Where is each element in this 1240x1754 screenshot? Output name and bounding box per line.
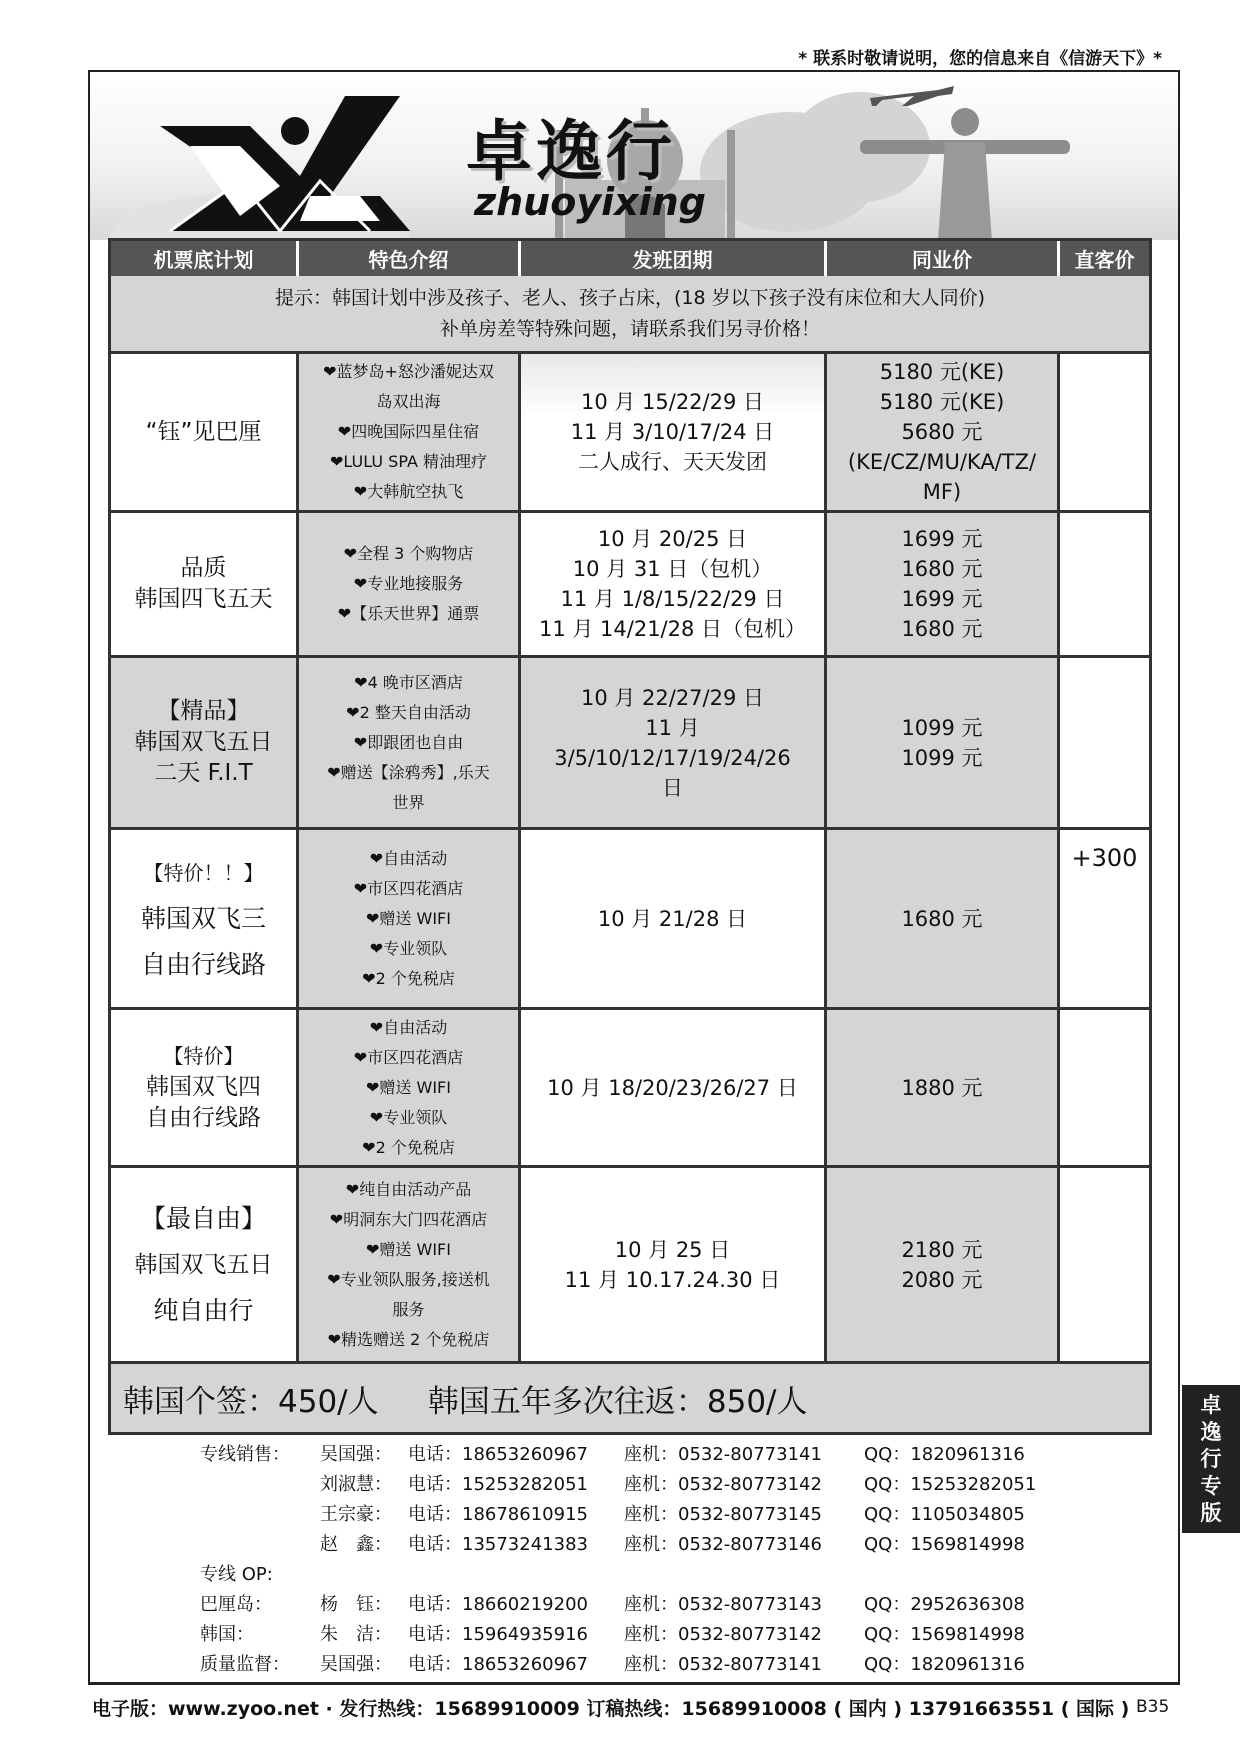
christ-statue-icon (860, 92, 1070, 240)
feature-item: ❤自由活动 (369, 1017, 448, 1037)
route-name-line: 韩国四飞五天 (134, 586, 273, 612)
feature-item: ❤LULU SPA 精油理疗 (330, 452, 487, 471)
contact-qq: QQ：1820961316 (864, 1444, 1025, 1465)
route-name-line: “钰”见巴厘 (145, 418, 262, 445)
route-name (111, 830, 299, 1007)
price-table (108, 238, 1152, 1435)
side-tab-char: 版 (1200, 1500, 1222, 1525)
route-name-line: 韩国双飞四 (146, 1074, 261, 1100)
notice-line: 提示：韩国计划中涉及孩子、老人、孩子占床，(18 岁以下孩子没有床位和大人同价) (274, 286, 986, 309)
contact-phone: 电话：15964935916 (408, 1624, 588, 1645)
date-line: 10 月 18/20/23/26/27 日 (547, 1075, 798, 1100)
notice-line: 补单房差等特殊问题，请联系我们另寻价格！ (439, 317, 820, 340)
route-features (299, 1168, 521, 1361)
feature-item: ❤四晚国际四星住宿 (337, 422, 480, 441)
feature-item: ❤赠送 WIFI (366, 1077, 451, 1097)
contact-phone: 电话：13573241383 (408, 1534, 588, 1555)
contact-qq: QQ：2952636308 (864, 1594, 1025, 1615)
feature-item: ❤市区四花酒店 (353, 1047, 464, 1067)
price-line: 1880 元 (901, 1075, 983, 1100)
route-name (111, 513, 299, 655)
date-line: 10 月 31 日（包机） (572, 557, 773, 581)
date-line: 10 月 20/25 日 (597, 527, 748, 551)
notice-box (111, 276, 1149, 354)
footer-info: 电子版：www.zyoo.net · 发行热线：15689910009 订稿热线：15689910008 ( 国内 ) 13791663551 ( 国际 ) (92, 1698, 1130, 1720)
route-name-line: 自由行线路 (146, 1105, 261, 1131)
route-name-line: 【精品】 (157, 698, 250, 724)
contact-name: 朱 洁： (320, 1624, 392, 1645)
feature-item: ❤专业地接服务 (353, 574, 464, 593)
trade-price (827, 1010, 1060, 1165)
route-features (299, 830, 521, 1007)
contact-qq: QQ：1569814998 (864, 1534, 1025, 1555)
contact-role: 专线 OP: (200, 1564, 273, 1585)
visa-info: 韩国个签：450/人 韩国五年多次往返：850/人 (111, 1364, 1149, 1432)
feature-item: ❤大韩航空执飞 (353, 482, 464, 501)
route-name-line: 韩国双飞三 (140, 903, 266, 933)
date-line: 10 月 22/27/29 日 (580, 685, 765, 710)
table-row (111, 1010, 1149, 1168)
price-line: 5180 元(KE) (879, 390, 1005, 414)
trade-price (827, 354, 1060, 510)
price-line: 1680 元 (901, 557, 983, 581)
contact-role: 巴厘岛： (200, 1594, 272, 1615)
table-row (111, 513, 1149, 658)
contact-landline: 座机：0532-80773141 (624, 1654, 822, 1675)
date-line: 11 月 10.17.24.30 日 (564, 1267, 781, 1292)
route-name-line: 二天 F.I.T (154, 760, 253, 786)
departure-dates (521, 513, 827, 655)
price-line: MF) (922, 480, 962, 504)
feature-item: ❤明洞东大门四花酒店 (329, 1209, 488, 1229)
table-row (111, 1168, 1149, 1364)
feature-item: ❤即跟团也自由 (353, 732, 464, 752)
departure-dates (521, 830, 827, 1007)
contact-qq: QQ：15253282051 (864, 1474, 1037, 1495)
feature-item: 世界 (392, 792, 425, 812)
contact-landline: 座机：0532-80773142 (624, 1624, 822, 1645)
table-row (111, 830, 1149, 1010)
brand-logo-icon (130, 86, 450, 236)
price-line: (KE/CZ/MU/KA/TZ/ (847, 450, 1037, 474)
feature-item: ❤2 整天自由活动 (346, 702, 471, 722)
departure-dates (521, 658, 827, 827)
feature-item: ❤赠送 WIFI (366, 1239, 451, 1259)
side-tab-char: 卓 (1200, 1392, 1222, 1417)
side-tab-char: 行 (1200, 1446, 1222, 1471)
feature-item: ❤市区四花酒店 (353, 878, 464, 898)
route-name-line: 自由行线路 (140, 949, 266, 979)
header-features: 特色介绍 (299, 241, 521, 276)
footer-divider (88, 1684, 1180, 1685)
route-name-line: 【特价！！】 (143, 860, 264, 885)
contact-name: 赵 鑫： (320, 1534, 392, 1555)
departure-dates (521, 1010, 827, 1165)
price-line: 5680 元 (901, 420, 983, 444)
brand-name-en: zhuoyixing (474, 180, 706, 224)
date-line: 11 月 (645, 715, 700, 740)
contact-role: 质量监督： (200, 1654, 290, 1675)
contact-landline: 座机：0532-80773141 (624, 1444, 822, 1465)
date-line: 3/5/10/12/17/19/24/26 (554, 745, 791, 770)
price-line: 1099 元 (901, 745, 983, 770)
contact-phone: 电话：18660219200 (408, 1594, 588, 1615)
route-name (111, 1010, 299, 1165)
route-name-line: 韩国双飞五日 (134, 1251, 273, 1278)
table-row (111, 658, 1149, 830)
feature-item: ❤专业领队服务,接送机 (327, 1269, 490, 1289)
feature-item: 服务 (392, 1299, 425, 1319)
table-row (111, 354, 1149, 513)
route-name-line: 【特价】 (163, 1044, 244, 1068)
feature-item: ❤2 个免税店 (362, 968, 455, 988)
source-note: * 联系时敬请说明，您的信息来自《信游天下》* (798, 49, 1162, 69)
contact-name: 吴国强： (320, 1654, 392, 1675)
contact-phone: 电话：15253282051 (408, 1474, 588, 1495)
contact-qq: QQ：1569814998 (864, 1624, 1025, 1645)
contact-landline: 座机：0532-80773142 (624, 1474, 822, 1495)
contact-name: 刘淑慧： (320, 1474, 392, 1495)
header-departure-dates: 发班团期 (521, 241, 827, 276)
feature-item: ❤4 晚市区酒店 (354, 672, 463, 692)
header-direct-price: 直客价 (1060, 241, 1149, 276)
feature-item: ❤自由活动 (369, 848, 448, 868)
departure-dates (521, 1168, 827, 1361)
feature-item: ❤专业领队 (369, 1107, 448, 1127)
feature-item: ❤纯自由活动产品 (345, 1179, 472, 1199)
route-name (111, 658, 299, 827)
direct-price: +300 (1060, 354, 1149, 1364)
brand-name-cn: 卓逸行 (466, 113, 676, 190)
price-line: 1680 元 (901, 906, 983, 931)
trade-price (827, 830, 1060, 1007)
contact-phone: 电话：18653260967 (408, 1444, 588, 1465)
date-line: 10 月 15/22/29 日 (580, 390, 765, 414)
feature-item: ❤精选赠送 2 个免税店 (327, 1329, 490, 1349)
contact-name: 吴国强： (320, 1444, 392, 1465)
price-line: 1699 元 (901, 587, 983, 611)
contact-name: 王宗豪： (320, 1504, 392, 1525)
route-name-line: 品质 (180, 555, 227, 581)
route-features (299, 354, 521, 510)
trade-price (827, 1168, 1060, 1361)
price-line: 1099 元 (901, 715, 983, 740)
route-features (299, 513, 521, 655)
contact-landline: 座机：0532-80773143 (624, 1594, 822, 1615)
feature-item: ❤【乐天世界】通票 (337, 604, 480, 623)
side-tab-char: 专 (1200, 1473, 1222, 1498)
route-name (111, 1168, 299, 1361)
route-name-line: 韩国双飞五日 (134, 729, 273, 755)
route-name-line: 【最自由】 (140, 1203, 266, 1233)
feature-item: ❤赠送【涂鸦秀】,乐天 (327, 762, 490, 782)
route-features (299, 1010, 521, 1165)
route-name-line: 纯自由行 (153, 1295, 254, 1325)
feature-item: ❤专业领队 (369, 938, 448, 958)
page-number: B35 (1136, 1697, 1170, 1717)
banner (90, 72, 1178, 240)
date-line: 11 月 3/10/17/24 日 (570, 420, 775, 444)
price-line: 2180 元 (901, 1237, 983, 1262)
side-tab-char: 逸 (1200, 1419, 1222, 1444)
feature-item: 岛双出海 (376, 392, 441, 411)
price-line: 1680 元 (901, 617, 983, 641)
feature-item: ❤赠送 WIFI (366, 908, 451, 928)
contact-role: 韩国： (200, 1624, 254, 1645)
contact-role: 专线销售： (200, 1444, 290, 1465)
header-flight-plan: 机票底计划 (111, 241, 299, 276)
price-line: 1699 元 (901, 527, 983, 551)
feature-item: ❤全程 3 个购物店 (343, 544, 474, 563)
contact-phone: 电话：18678610915 (408, 1504, 588, 1525)
date-line: 11 月 1/8/15/22/29 日 (560, 587, 785, 611)
trade-price (827, 513, 1060, 655)
contact-landline: 座机：0532-80773145 (624, 1504, 822, 1525)
section-side-tab (1182, 1385, 1240, 1533)
date-line: 10 月 25 日 (614, 1237, 731, 1262)
price-line: 2080 元 (901, 1267, 983, 1292)
feature-item: ❤蓝梦岛+怒沙潘妮达双 (323, 362, 494, 381)
date-line: 10 月 21/28 日 (597, 906, 748, 931)
contact-phone: 电话：18653260967 (408, 1654, 588, 1675)
route-name (111, 354, 299, 510)
date-line: 11 月 14/21/28 日（包机） (538, 617, 807, 641)
date-line: 日 (662, 775, 683, 800)
contact-qq: QQ：1105034805 (864, 1504, 1025, 1525)
route-features (299, 658, 521, 827)
contact-name: 杨 钰： (320, 1594, 392, 1615)
contact-landline: 座机：0532-80773146 (624, 1534, 822, 1555)
header-trade-price: 同业价 (827, 241, 1060, 276)
trade-price (827, 658, 1060, 827)
date-line: 二人成行、天天发团 (578, 450, 767, 474)
contact-qq: QQ：1820961316 (864, 1654, 1025, 1675)
price-line: 5180 元(KE) (879, 360, 1005, 384)
feature-item: ❤2 个免税店 (362, 1137, 455, 1157)
departure-dates (521, 354, 827, 510)
